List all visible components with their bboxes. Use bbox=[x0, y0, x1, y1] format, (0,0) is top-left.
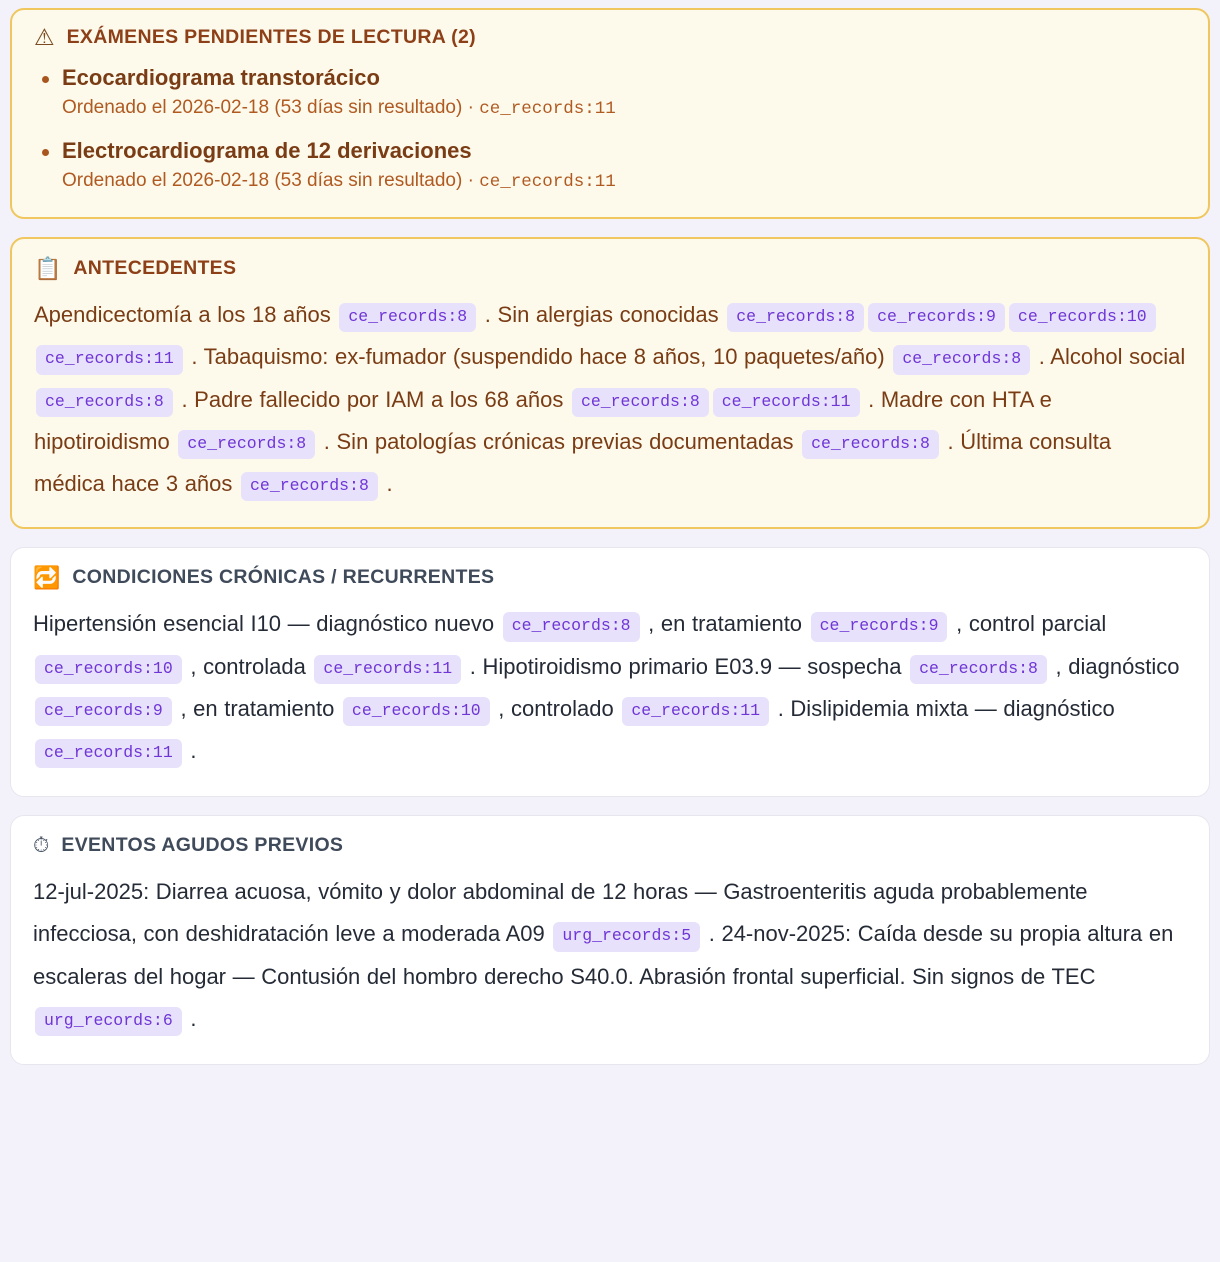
exam-name: Electrocardiograma de 12 derivaciones bbox=[62, 138, 472, 164]
citation-chip[interactable]: ce_records:11 bbox=[36, 345, 183, 374]
prose-text: . Padre fallecido por IAM a los 68 años bbox=[174, 386, 570, 412]
prose-text: , diagnóstico bbox=[1048, 653, 1180, 679]
prose-text: . bbox=[379, 471, 393, 497]
card-header bbox=[34, 257, 1186, 280]
prose-text: . Alcohol social bbox=[1032, 344, 1186, 370]
citation-chip[interactable]: ce_records:10 bbox=[1009, 303, 1156, 332]
citation-chip[interactable]: ce_records:11 bbox=[314, 655, 461, 684]
exam-meta-text: Ordenado el 2026-02-18 (53 días sin resultado) · bbox=[62, 169, 480, 191]
card-previous-acute-events bbox=[10, 815, 1210, 1065]
pending-exams-list bbox=[34, 63, 1186, 195]
prose-text: . bbox=[183, 1005, 197, 1031]
card-antecedentes bbox=[10, 237, 1210, 529]
list-item[interactable] bbox=[34, 63, 1186, 122]
citation-chip[interactable]: ce_records:11 bbox=[622, 697, 769, 726]
card-pending-exams bbox=[10, 8, 1210, 219]
warning-triangle-icon: ⚠ bbox=[34, 24, 55, 50]
chronic-conditions-title: CONDICIONES CRÓNICAS / RECURRENTES bbox=[72, 566, 495, 589]
previous-acute-events-title: EVENTOS AGUDOS PREVIOS bbox=[61, 834, 344, 857]
citation-chip[interactable]: ce_records:8 bbox=[893, 345, 1030, 374]
citation-chip[interactable]: ce_records:11 bbox=[35, 739, 182, 768]
prose-text: , en tratamiento bbox=[641, 611, 809, 637]
stopwatch-icon: ⏱ bbox=[33, 834, 50, 858]
antecedentes-title: ANTECEDENTES bbox=[73, 257, 237, 280]
exam-meta bbox=[62, 167, 1186, 195]
prose-text: . Sin patologías crónicas previas documentadas bbox=[317, 428, 801, 454]
clipboard-icon: 📋 bbox=[34, 255, 62, 281]
prose-text: . 24-nov-2025: Caída desde su propia altura en escaleras del hogar — Contusión del hombro derecho S40.0. Abrasión frontal superficial. Sin signos de TEC bbox=[33, 921, 1174, 989]
citation-chip[interactable]: ce_records:8 bbox=[503, 612, 640, 641]
citation-chip[interactable]: ce_records:11 bbox=[713, 388, 860, 417]
chronic-conditions-body bbox=[33, 603, 1187, 772]
prose-text: , control parcial bbox=[949, 611, 1107, 637]
citation-chip[interactable]: ce_records:8 bbox=[802, 430, 939, 459]
repeat-icon: 🔁 bbox=[33, 564, 61, 590]
prose-text: . Madre con HTA e hipotiroidismo bbox=[34, 386, 1052, 454]
prose-text: Apendicectomía a los 18 años bbox=[34, 302, 338, 328]
prose-text: . Tabaquismo: ex-fumador (suspendido hace 8 años, 10 paquetes/año) bbox=[184, 344, 892, 370]
prose-text: . Última consulta médica hace 3 años bbox=[34, 428, 1112, 497]
pending-exams-title: EXÁMENES PENDIENTES DE LECTURA (2) bbox=[66, 26, 476, 48]
exam-reference[interactable]: ce_records:11 bbox=[479, 98, 616, 119]
citation-chip[interactable]: ce_records:8 bbox=[241, 472, 378, 501]
prose-text: , controlado bbox=[491, 695, 621, 721]
card-header bbox=[33, 566, 1187, 589]
citation-chip[interactable]: ce_records:8 bbox=[339, 303, 476, 332]
citation-chip[interactable]: ce_records:9 bbox=[868, 303, 1005, 332]
prose-text: , en tratamiento bbox=[173, 695, 341, 721]
prose-text: . Dislipidemia mixta — diagnóstico bbox=[771, 695, 1115, 721]
exam-name: Ecocardiograma transtorácico bbox=[62, 65, 380, 90]
prose-text: 12-jul-2025: Diarrea acuosa, vómito y dolor abdominal de 12 horas — Gastroenteritis aguda probablemente infecciosa, con deshidratación leve a moderada A09 bbox=[33, 879, 1088, 947]
citation-chip[interactable]: ce_records:10 bbox=[343, 697, 490, 726]
exam-reference[interactable]: ce_records:11 bbox=[479, 171, 616, 192]
prose-text: . bbox=[183, 738, 197, 763]
card-chronic-conditions bbox=[10, 547, 1210, 797]
prose-text: . Sin alergias conocidas bbox=[478, 302, 726, 328]
citation-chip[interactable]: ce_records:8 bbox=[572, 388, 709, 417]
citation-chip[interactable]: urg_records:6 bbox=[35, 1007, 182, 1036]
citation-chip[interactable]: ce_records:8 bbox=[36, 388, 173, 417]
citation-chip[interactable]: ce_records:9 bbox=[35, 697, 172, 726]
citation-chip[interactable]: ce_records:8 bbox=[727, 303, 864, 332]
exam-meta bbox=[62, 94, 1186, 122]
citation-chip[interactable]: ce_records:8 bbox=[178, 430, 315, 459]
antecedentes-body bbox=[34, 294, 1186, 505]
exam-meta-text: Ordenado el 2026-02-18 (53 días sin resultado) · bbox=[62, 96, 480, 118]
prose-text: . Hipotiroidismo primario E03.9 — sospecha bbox=[463, 653, 909, 679]
citation-chip[interactable]: ce_records:10 bbox=[35, 655, 182, 684]
prose-text: , controlada bbox=[183, 653, 313, 679]
previous-acute-events-body bbox=[33, 871, 1187, 1040]
prose-text: Hipertensión esencial I10 — diagnóstico nuevo bbox=[33, 611, 501, 637]
card-header bbox=[33, 834, 1187, 857]
citation-chip[interactable]: urg_records:5 bbox=[553, 922, 700, 951]
list-item[interactable] bbox=[34, 136, 1186, 195]
citation-chip[interactable]: ce_records:9 bbox=[811, 612, 948, 641]
card-header bbox=[34, 26, 1186, 49]
citation-chip[interactable]: ce_records:8 bbox=[910, 655, 1047, 684]
